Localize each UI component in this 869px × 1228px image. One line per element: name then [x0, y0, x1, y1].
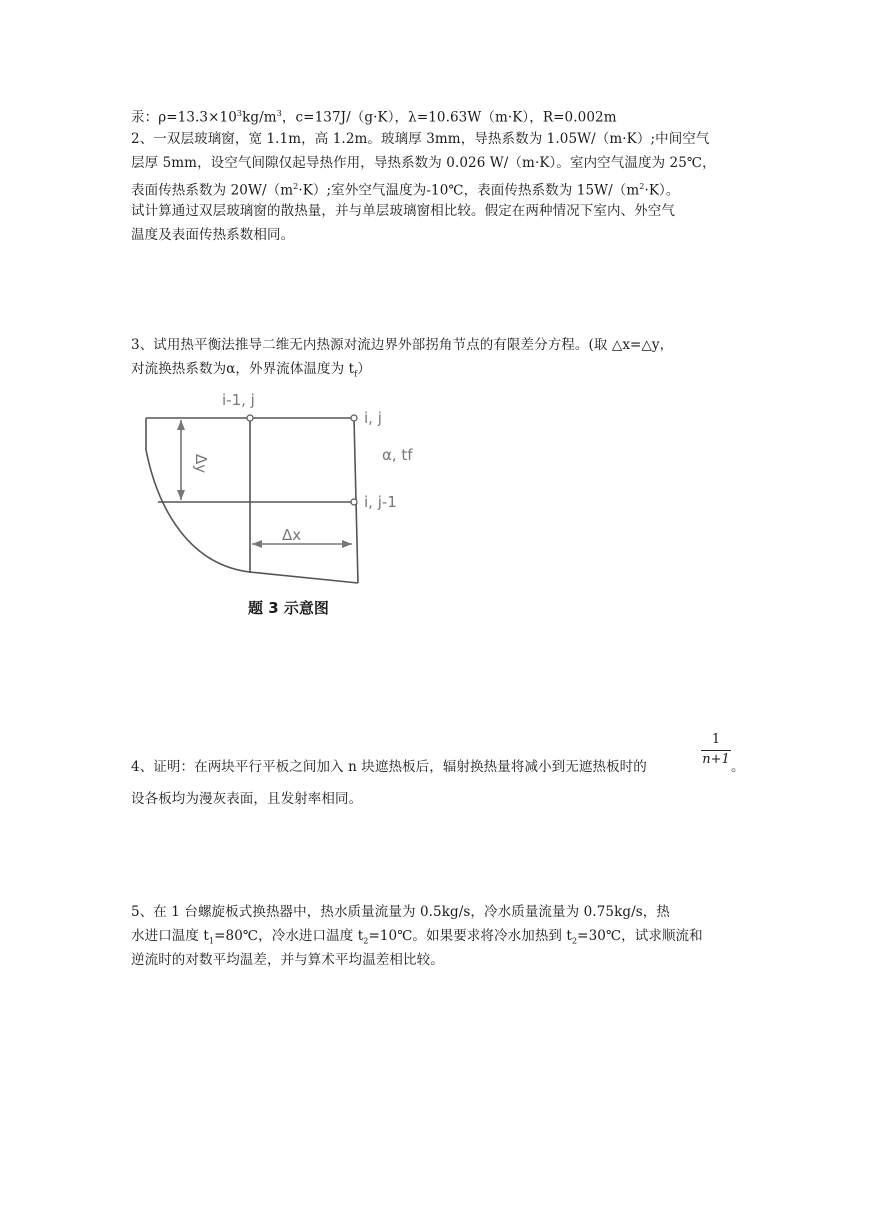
q5-l2b: =80℃，冷水进口温度 t	[214, 928, 364, 944]
curved-boundary	[146, 450, 358, 583]
figure-caption: 题 3 示意图	[248, 599, 329, 617]
fraction-denominator: n+1	[702, 752, 730, 767]
given-rest: ，c=137J/（g·K），λ=10.63W（m·K），R=0.002m	[281, 109, 617, 126]
q4-l1: 4、证明：在两块平行平板之间加入 n 块遮热板后，辐射换热量将减小到无遮热板时的	[131, 759, 647, 775]
q2-l3sup1: 2	[293, 182, 299, 191]
q3-l2b: ）	[357, 361, 371, 377]
q5-l2sub1: 1	[208, 936, 215, 946]
q4-end-mark: 。	[731, 759, 745, 775]
given-prefix: 汞：ρ=13.3×10	[131, 109, 237, 126]
q2-l3a: 表面传热系数为 20W/（m	[131, 182, 294, 199]
given-sup1: 3	[236, 109, 243, 118]
dy-arrow-top	[177, 420, 185, 430]
q4-line-1	[131, 757, 647, 777]
dx-arrow-left	[252, 540, 262, 548]
dy-arrow-bottom	[177, 490, 185, 500]
q2-l3c: ·K）。	[644, 182, 680, 199]
q4-line-2: 设各板均为漫灰表面，且发射率相同。	[131, 791, 363, 807]
dx-arrow-right	[342, 540, 352, 548]
q2-line-4: 试计算通过双层玻璃窗的散热量，并与单层玻璃窗相比较。假定在两种情况下室内、外空气	[131, 203, 675, 219]
label-i-1-j: i-1, j	[222, 391, 255, 409]
given-sup2: 3	[276, 109, 282, 118]
fraction-numerator: 1	[711, 732, 721, 747]
label-alpha-tf: α, tf	[382, 446, 413, 464]
q5-line-2	[131, 926, 703, 952]
q2-l3sup2: 2	[639, 182, 645, 191]
label-i-jm1: i, j-1	[364, 493, 397, 511]
label-i-j: i, j	[364, 409, 382, 427]
q5-l2d: =30℃，试求顺流和	[577, 928, 703, 944]
fraction-1-over-n-plus-1	[701, 732, 731, 768]
q5-l2c: =10℃。如果要求将冷水加热到 t	[368, 928, 572, 944]
q2-line-5: 温度及表面传热系数相同。	[131, 227, 295, 243]
node-i-j	[351, 415, 357, 421]
node-i-jm1	[351, 499, 357, 505]
q3-line-1: 3、试用热平衡法推导二维无内热源对流边界外部拐角节点的有限差分方程。(取 △x=△y，	[131, 337, 674, 353]
given-mid: kg/m	[242, 109, 277, 126]
node-i-1-j	[247, 415, 253, 421]
q3-l2sub: f	[354, 369, 358, 379]
q5-l2sub3: 2	[571, 936, 578, 946]
q5-line-1: 5、在 1 台螺旋板式换热器中，热水质量流量为 0.5kg/s，冷水质量流量为 0.75kg/s，热	[131, 904, 670, 920]
q2-line-1: 2、一双层玻璃窗，宽 1.1m，高 1.2m。玻璃厚 3mm，导热系数为 1.05W/（m·K）;中间空气	[131, 131, 710, 147]
q5-l2sub2: 2	[363, 936, 369, 946]
label-dx: Δx	[282, 526, 302, 544]
label-dy: Δy	[192, 454, 210, 474]
q3-l2a: 对流换热系数为α，外界流体温度为 t	[131, 361, 355, 377]
q5-line-3: 逆流时的对数平均温差，并与算术平均温差相比较。	[131, 952, 444, 968]
q2-line-2: 层厚 5mm，设空气间隙仅起导热作用，导热系数为 0.026 W/（m·K）。室内空气温度为 25℃，	[131, 155, 716, 171]
q2-l3b: ·K）;室外空气温度为-10℃，表面传热系数为 15W/（m	[298, 182, 640, 199]
q5-l2a: 水进口温度 t	[131, 928, 209, 944]
